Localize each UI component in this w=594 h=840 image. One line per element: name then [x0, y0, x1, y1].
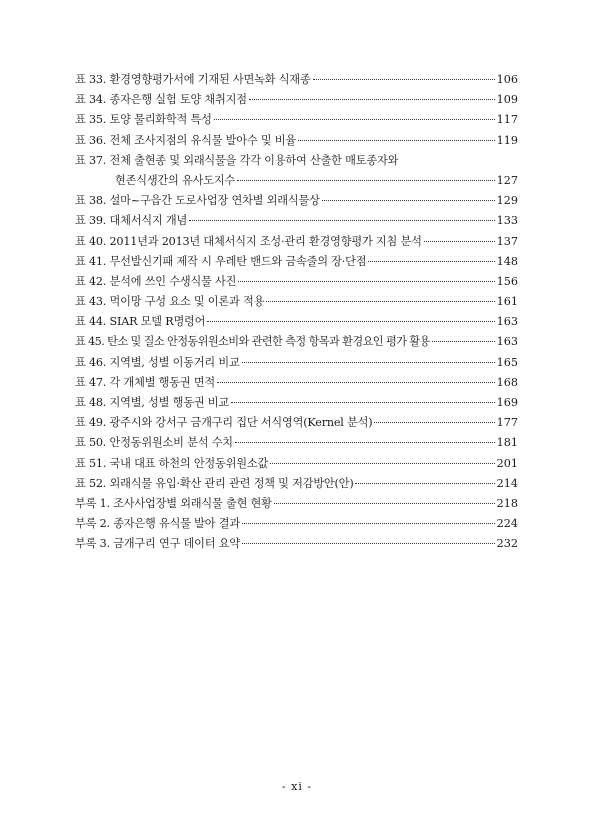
toc-entry-table-45[interactable]	[75, 333, 518, 353]
leader-dots	[214, 119, 495, 120]
toc-entry-label: 부록 2. 종자은행 유식물 발아 결과	[75, 517, 240, 531]
leader-dots	[249, 99, 495, 100]
toc-entry-label: 표 39. 대체서식지 개념	[75, 214, 188, 228]
toc-entry-label: 표 46. 지역별, 성별 이동거리 비교	[75, 355, 240, 369]
leader-dots	[322, 200, 495, 201]
toc-entry-page: 127	[496, 173, 518, 187]
toc-entry-table-44[interactable]	[75, 313, 518, 333]
toc-entry-label: 표 34. 종자은행 실험 토양 채취지점	[75, 93, 247, 107]
toc-entry-label: 표 50. 안정동위원소비 분석 수치	[75, 436, 233, 450]
leader-dots	[266, 301, 494, 302]
toc-entry-label: 표 47. 각 개체별 행동권 면적	[75, 375, 216, 389]
toc-entry-page: 106	[496, 73, 518, 86]
toc-entry-table-47[interactable]	[75, 374, 518, 394]
leader-dots	[355, 483, 494, 484]
leader-dots	[217, 382, 495, 383]
toc-entry-page: 119	[496, 133, 518, 147]
toc-entry-table-41[interactable]	[75, 253, 518, 273]
leader-dots	[238, 281, 494, 282]
leader-dots	[242, 543, 495, 544]
toc-entry-page: 163	[496, 335, 518, 349]
toc-entry-page: 169	[496, 396, 518, 409]
toc-entry-page: 163	[496, 315, 518, 329]
toc-entry-label: 표 35. 토양 물리화학적 특성	[75, 113, 212, 127]
leader-dots	[235, 442, 495, 443]
toc-entry-label: 현존식생간의 유사도지수	[115, 173, 236, 187]
toc-entry-table-46[interactable]	[75, 354, 518, 374]
leader-dots	[189, 220, 495, 221]
toc-entry-table-36[interactable]	[75, 132, 518, 152]
toc-entry-table-33[interactable]	[75, 71, 518, 91]
toc-entry-label: 표 44. SIAR 모델 R명령어	[75, 315, 206, 329]
toc-entry-label: 표 43. 먹이망 구성 요소 및 이론과 적용	[75, 295, 265, 309]
toc-entry-page: 133	[496, 214, 518, 228]
toc-entry-table-49[interactable]	[75, 414, 518, 434]
leader-dots	[374, 422, 494, 423]
toc-entry-table-40[interactable]	[75, 233, 518, 253]
leader-dots	[242, 523, 495, 524]
leader-dots	[231, 402, 495, 403]
leader-dots	[298, 140, 495, 141]
toc-entry-page: 109	[496, 93, 518, 107]
leader-dots	[432, 341, 495, 342]
toc-entry-page: 201	[496, 456, 518, 470]
toc-entry-page: 129	[496, 194, 518, 208]
leader-dots	[242, 362, 495, 363]
leader-dots	[237, 180, 495, 181]
toc-entry-label: 표 52. 외래식물 유입·확산 관리 관련 정책 및 저감방안(안)	[75, 476, 354, 490]
toc-entry-table-37[interactable]	[75, 152, 518, 172]
toc-entry-table-48[interactable]	[75, 394, 518, 414]
toc-entry-table-37-continued[interactable]	[75, 172, 518, 192]
leader-dots	[270, 463, 495, 464]
toc-entry-page: 156	[496, 274, 518, 288]
leader-dots	[207, 321, 494, 322]
toc-entry-label: 표 41. 무선발신기패 제작 시 우레탄 밴드와 금속줄의 장·단점	[75, 254, 367, 268]
toc-entry-page: 181	[496, 436, 518, 450]
toc-entry-label: 표 33. 환경영향평가서에 기재된 사면녹화 식재종	[75, 73, 311, 86]
toc-entry-page: 137	[496, 234, 518, 248]
toc-entry-label: 부록 1. 조사사업장별 외래식물 출현 현황	[75, 496, 272, 510]
toc-entry-page: 224	[496, 517, 518, 531]
toc-entry-label: 표 36. 전체 조사지점의 유식물 발아수 및 비율	[75, 133, 297, 147]
toc-entry-page: 117	[496, 113, 518, 127]
toc-entry-label: 부록 3. 금개구리 연구 데이터 요약	[75, 537, 240, 551]
toc-entry-table-39[interactable]	[75, 212, 518, 232]
toc-entry-page: 218	[496, 496, 518, 510]
toc-entry-label: 표 51. 국내 대표 하천의 안정동위원소값	[75, 456, 269, 470]
toc-entry-label: 표 40. 2011년과 2013년 대체서식지 조성·관리 환경영향평가 지침 분석	[75, 234, 422, 248]
toc-entry-label: 표 49. 광주시와 강서구 금개구리 집단 서식영역(Kernel 분석)	[75, 416, 373, 430]
toc-entry-page: 214	[496, 476, 518, 490]
toc-entry-table-43[interactable]	[75, 293, 518, 313]
toc-entry-page: 148	[496, 254, 518, 268]
toc-entry-label: 표 38. 설마~구읍간 도로사업장 연차별 외래식물상	[75, 194, 320, 208]
leader-dots	[274, 503, 495, 504]
toc-entry-appendix-3[interactable]	[75, 535, 518, 555]
toc-entry-appendix-2[interactable]	[75, 515, 518, 535]
toc-entry-label: 표 37. 전체 출현종 및 외래식물을 각각 이용하여 산출한 매토종자와	[75, 153, 399, 167]
toc-entry-label: 표 45. 탄소 및 질소 안정동위원소비와 관련한 측정 항목과 환경요인 평가 활용	[75, 335, 430, 349]
toc-entry-page: 168	[496, 375, 518, 389]
toc-entry-label: 표 42. 분석에 쓰인 수생식물 사진	[75, 274, 237, 288]
toc-entry-table-51[interactable]	[75, 455, 518, 475]
toc-entry-table-42[interactable]	[75, 273, 518, 293]
leader-dots	[368, 261, 494, 262]
toc-entry-page: 177	[496, 416, 518, 430]
leader-dots	[424, 241, 495, 242]
toc-entry-table-38[interactable]	[75, 192, 518, 212]
table-of-contents	[75, 71, 518, 556]
toc-entry-page: 161	[496, 295, 518, 309]
toc-entry-label: 표 48. 지역별, 성별 행동권 비교	[75, 396, 230, 409]
toc-entry-table-34[interactable]	[75, 91, 518, 111]
toc-entry-table-50[interactable]	[75, 434, 518, 454]
toc-entry-table-35[interactable]	[75, 111, 518, 131]
leader-dots	[313, 79, 495, 80]
toc-entry-table-52[interactable]	[75, 475, 518, 495]
toc-entry-page: 232	[496, 537, 518, 551]
toc-entry-appendix-1[interactable]	[75, 495, 518, 515]
toc-entry-page: 165	[496, 355, 518, 369]
page-number: - xi -	[281, 780, 313, 793]
